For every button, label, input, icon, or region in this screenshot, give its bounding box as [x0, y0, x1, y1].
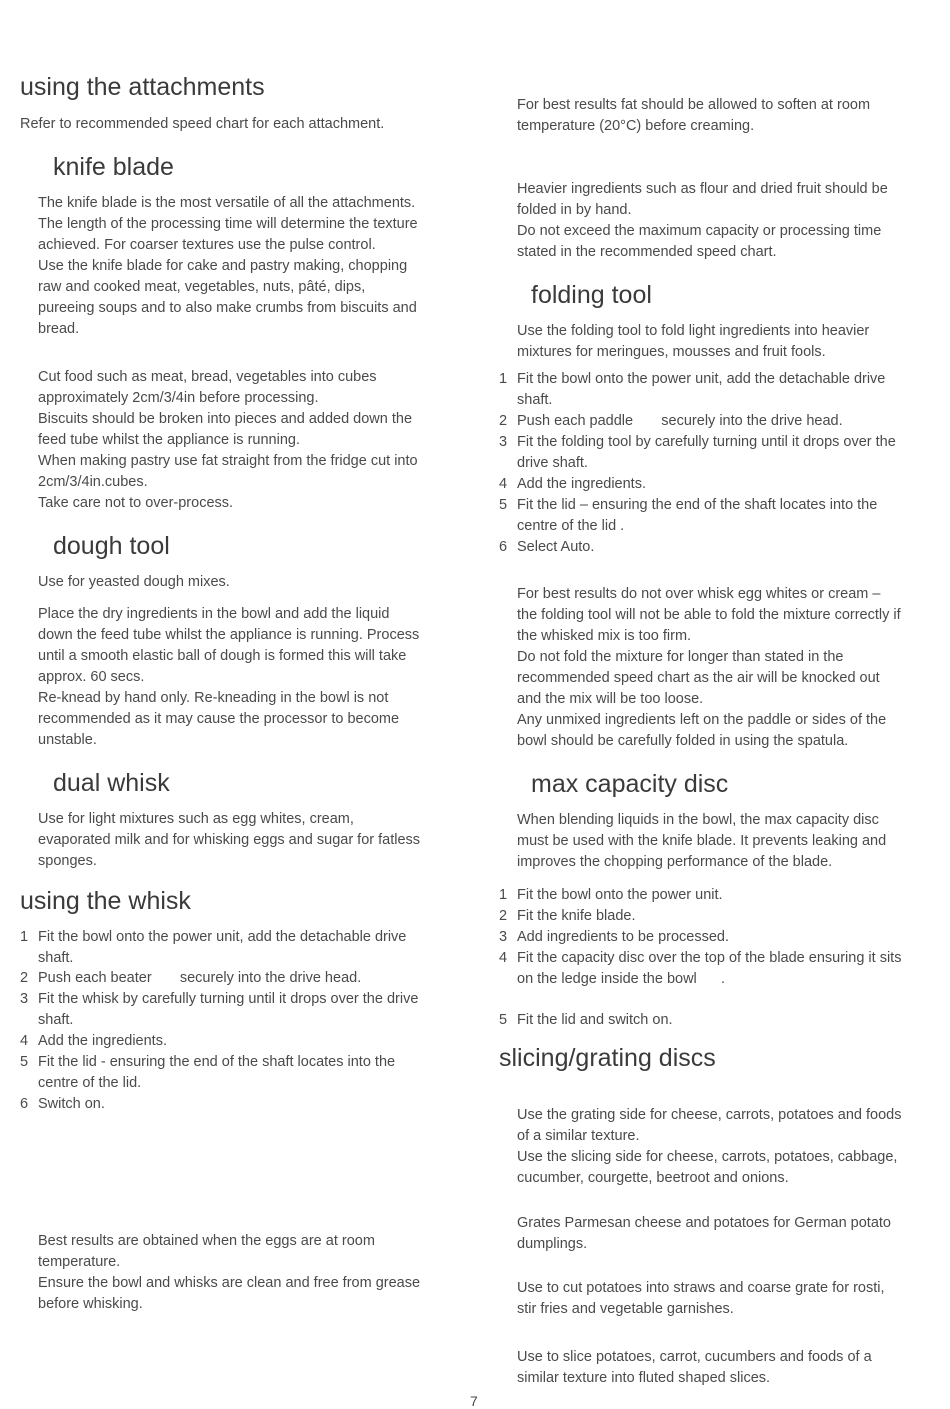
creaming-paragraph-1: For best results fat should be allowed to soften at room temperature (20°C) before creaming. — [517, 97, 871, 134]
heading-knife-blade: knife blade — [53, 153, 174, 181]
list-item: 5 Fit the lid and switch on. — [499, 1012, 673, 1028]
list-item: 1 Fit the bowl onto the power unit. — [499, 887, 723, 903]
list-item: 5 Fit the lid - ensuring the end of the shaft locates into the centre of the lid. — [20, 1054, 396, 1091]
list-item: 2 Push each beater securely into the drive head. — [20, 970, 362, 986]
list-item: 3 Add ingredients to be processed. — [499, 929, 729, 945]
list-item: 2 Push each paddle securely into the drive head. — [499, 413, 843, 429]
page-number: 7 — [470, 1393, 478, 1409]
creaming-paragraph-2: Heavier ingredients such as flour and dried fruit should be folded in by hand. Do not exceed the maximum capacity or processing time stated in the recommended speed chart. — [517, 181, 888, 260]
list-item: 4 Add the ingredients. — [499, 476, 646, 492]
list-item: 4 Add the ingredients. — [20, 1033, 167, 1049]
heading-folding-tool: folding tool — [531, 281, 652, 309]
dual-whisk-paragraph: Use for light mixtures such as egg whites, cream, evaporated milk and for whisking eggs and sugar for fatless sponges. — [38, 811, 421, 869]
heading-using-the-whisk: using the whisk — [20, 887, 191, 915]
heading-using-attachments: using the attachments — [20, 73, 265, 101]
heading-slicing-grating-discs: slicing/grating discs — [499, 1044, 716, 1072]
list-item: 6 Select Auto. — [499, 539, 595, 555]
knife-paragraph-1: The knife blade is the most versatile of all the attachments. The length of the processing time will determine the texture achieved. For coarser textures use the pulse control. Use the knife blade for cake and pastry making, chopping raw and cooked meat, vegetables, nuts, pâté, dips, pureeing soups and to also make crumbs from biscuits and bread. — [38, 195, 418, 337]
folding-tips-paragraph: For best results do not over whisk egg whites or cream – the folding tool will not be able to fold the mixture correctly if the whisked mix is too firm. Do not fold the mixture for longer than stated in the recommended speed chart as the air will be knocked out and the mix will be too loose. Any unmixed ingredients left on the paddle or sides of the bowl should be carefully folded in using the spatula. — [517, 586, 901, 749]
slicing-paragraph-4: Use to slice potatoes, carrot, cucumbers and foods of a similar texture into fluted shaped slices. — [517, 1349, 872, 1386]
dough-paragraph: Place the dry ingredients in the bowl and add the liquid down the feed tube whilst the appliance is running. Process until a smooth elastic ball of dough is formed this will take approx. 60 secs. Re-knead by hand only. Re-kneading in the bowl is not recommended as it may cause the processor to become unstable. — [38, 606, 420, 748]
heading-max-capacity-disc: max capacity disc — [531, 770, 729, 798]
slicing-paragraph-3: Use to cut potatoes into straws and coarse grate for rosti, stir fries and vegetable garnishes. — [517, 1280, 885, 1317]
slicing-paragraph-2: Grates Parmesan cheese and potatoes for German potato dumplings. — [517, 1215, 891, 1252]
whisk-tips-paragraph: Best results are obtained when the eggs are at room temperature. Ensure the bowl and whisks are clean and free from grease before whisking. — [38, 1233, 421, 1312]
attachments-intro: Refer to recommended speed chart for each attachment. — [20, 116, 385, 132]
slicing-paragraph-1: Use the grating side for cheese, carrots, potatoes and foods of a similar texture. Use the slicing side for cheese, carrots, potatoes, cabbage, cucumber, courgette, beetroot and onions. — [517, 1107, 902, 1186]
max-capacity-intro: When blending liquids in the bowl, the max capacity disc must be used with the knife blade. It prevents leaking and improves the chopping performance of the blade. — [517, 812, 887, 870]
list-item: 4 Fit the capacity disc over the top of the blade ensuring it sits on the ledge inside the bowl . — [499, 950, 902, 987]
list-item: 5 Fit the lid – ensuring the end of the shaft locates into the centre of the lid . — [499, 497, 878, 534]
list-item: 1 Fit the bowl onto the power unit, add the detachable drive shaft. — [20, 929, 407, 966]
knife-paragraph-2: Cut food such as meat, bread, vegetables into cubes approximately 2cm/3/4in before processing. Biscuits should be broken into pieces and added down the feed tube whilst the appliance is running. When making pastry use fat straight from the fridge cut into 2cm/3/4in.cubes. Take care not to over-process. — [38, 369, 418, 511]
dough-intro: Use for yeasted dough mixes. — [38, 574, 230, 590]
folding-intro: Use the folding tool to fold light ingredients into heavier mixtures for meringues, mousses and fruit fools. — [517, 323, 870, 360]
list-item: 3 Fit the whisk by carefully turning until it drops over the drive shaft. — [20, 991, 419, 1028]
list-item: 3 Fit the folding tool by carefully turning until it drops over the drive shaft. — [499, 434, 896, 471]
list-item: 1 Fit the bowl onto the power unit, add the detachable drive shaft. — [499, 371, 886, 408]
list-item: 6 Switch on. — [20, 1096, 105, 1112]
heading-dough-tool: dough tool — [53, 532, 170, 560]
heading-dual-whisk: dual whisk — [53, 769, 170, 797]
list-item: 2 Fit the knife blade. — [499, 908, 636, 924]
